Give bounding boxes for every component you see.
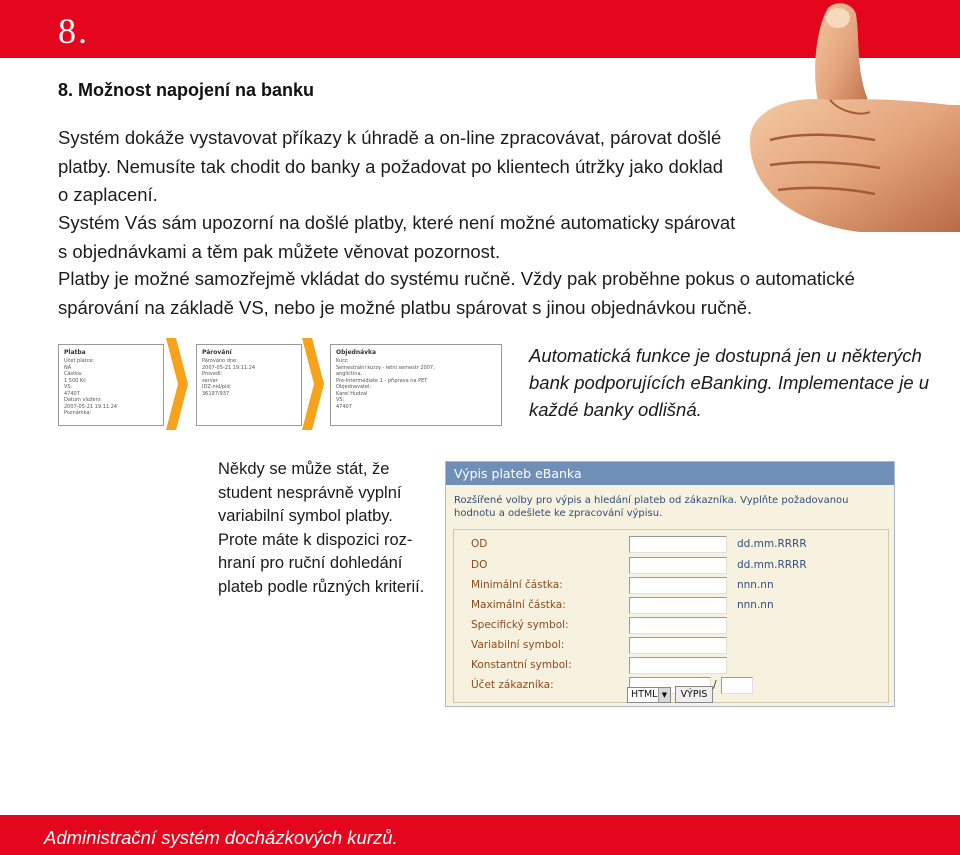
- pairing-workflow: [58, 338, 510, 430]
- field-row-od: [454, 536, 888, 556]
- field-label: Minimální částka:: [471, 579, 563, 591]
- card-line: 36197/937: [202, 390, 230, 397]
- card-line: 2007-05-21 19:11:24: [64, 403, 118, 410]
- page-number: 8.: [58, 11, 89, 51]
- card-line: 47407: [64, 390, 80, 397]
- card-line: Účet plátce:: [64, 358, 95, 364]
- card-line: Párováno dne:: [202, 358, 238, 364]
- date-to-input[interactable]: [629, 557, 727, 574]
- card-line: Karel Hudzal: [336, 390, 368, 397]
- card-line: Pre-Intermediate 1 - příprava na PET: [336, 377, 428, 384]
- footer-text: Administrační systém docházkových kurzů.: [44, 827, 398, 848]
- card-line: Poznámka:: [64, 410, 92, 416]
- form-fields: [453, 529, 889, 703]
- date-from-input[interactable]: [629, 536, 727, 553]
- order-card: [330, 344, 502, 426]
- chevron-right-icon: [166, 338, 188, 430]
- constant-symbol-input[interactable]: [629, 657, 727, 674]
- card-line: Datum vložení:: [64, 397, 102, 403]
- specific-symbol-input[interactable]: [629, 617, 727, 634]
- payment-card: [58, 344, 164, 426]
- field-row-specific-symbol: [454, 617, 888, 637]
- side-text: Někdy se může stát, že student nesprávně vyplní variabilní symbol platby. Prote máte k dispozici rozhraní pro ruční dohledání plateb podle různých kriterií.: [218, 460, 425, 596]
- min-amount-input[interactable]: [629, 577, 727, 594]
- card-title: Platba: [64, 349, 86, 356]
- field-label: Specifický symbol:: [471, 619, 569, 631]
- field-label: Konstantní symbol:: [471, 659, 572, 671]
- section-heading: 8. Možnost napojení na banku: [58, 80, 315, 100]
- thumbs-up-illustration: [710, 0, 960, 232]
- paragraph-3: Platby je možné samozřejmě vkládat do systému ručně. Vždy pak proběhne pokus o automatické spárování na základě VS, nebo je možné platbu spárovat s jinou objednávkou ručně.: [58, 268, 855, 318]
- chevron-down-icon: ▼: [658, 688, 670, 702]
- account-separator: /: [713, 679, 717, 691]
- max-amount-input[interactable]: [629, 597, 727, 614]
- field-row-account: [454, 677, 888, 697]
- card-line: server: [202, 377, 218, 384]
- variable-symbol-input[interactable]: [629, 637, 727, 654]
- field-label: Maximální částka:: [471, 599, 566, 611]
- payment-statement-form: [445, 461, 895, 707]
- field-row-do: [454, 557, 888, 577]
- card-line: angličtina,: [336, 371, 363, 377]
- field-label: OD: [471, 538, 488, 550]
- field-hint: nnn.nn: [737, 579, 774, 591]
- field-row-variable-symbol: [454, 637, 888, 657]
- format-select-value: HTML: [631, 689, 658, 700]
- card-line: VS:: [64, 384, 73, 390]
- field-hint: dd.mm.RRRR: [737, 538, 807, 550]
- field-hint: nnn.nn: [737, 599, 774, 611]
- card-line: VS:: [336, 397, 345, 403]
- card-line: 1 500 Kč: [64, 377, 86, 384]
- format-select[interactable]: [627, 687, 671, 703]
- field-label: Variabilní symbol:: [471, 639, 565, 651]
- field-label: Účet zákazníka:: [471, 679, 554, 691]
- ebanking-note: Automatická funkce je dostupná jen u některých bank podporujících eBanking. Implementace je u každé banky odlišná.: [529, 345, 930, 420]
- chevron-right-icon: [302, 338, 324, 430]
- card-title: Párování: [202, 349, 232, 356]
- paragraph-2: Systém Vás sám upozorní na došlé platby, které není možné automaticky spárovat s objednávkami a těm pak můžete věnovat pozornost.: [58, 212, 736, 262]
- bank-code-input[interactable]: [721, 677, 753, 694]
- submit-button[interactable]: VÝPIS: [675, 686, 713, 703]
- card-line: Semestrální kurzy - letní semestr 2007,: [336, 364, 435, 371]
- field-row-max-amount: [454, 597, 888, 617]
- field-label: DO: [471, 559, 488, 571]
- card-line: 2007-05-21 19:11:24: [202, 364, 256, 371]
- paragraph-1: Systém dokáže vystavovat příkazy k úhradě a on-line zpracovávat, párovat došlé platby. Nemusíte tak chodit do banky a požadovat po klientech útržky jako doklad o zaplacení.: [58, 127, 724, 205]
- field-row-min-amount: [454, 577, 888, 597]
- card-line: NA: [64, 364, 72, 371]
- card-line: IDZ-nid/pid:: [202, 384, 232, 390]
- card-line: Provedl:: [202, 371, 223, 377]
- card-title: Objednávka: [336, 349, 377, 356]
- form-intro: Rozšířené volby pro výpis a hledání plateb od zákazníka. Vyplňte požadovanou hodnotu a odešlete ke zpracování výpisu.: [454, 495, 849, 519]
- form-title: Výpis plateb eBanka: [446, 462, 894, 485]
- card-line: Objednavatel:: [336, 384, 372, 390]
- card-line: 47407: [336, 403, 352, 410]
- card-line: Částka:: [64, 371, 83, 377]
- field-row-constant-symbol: [454, 657, 888, 677]
- pairing-card: [196, 344, 302, 426]
- field-hint: dd.mm.RRRR: [737, 559, 807, 571]
- card-line: Kurz:: [336, 358, 349, 364]
